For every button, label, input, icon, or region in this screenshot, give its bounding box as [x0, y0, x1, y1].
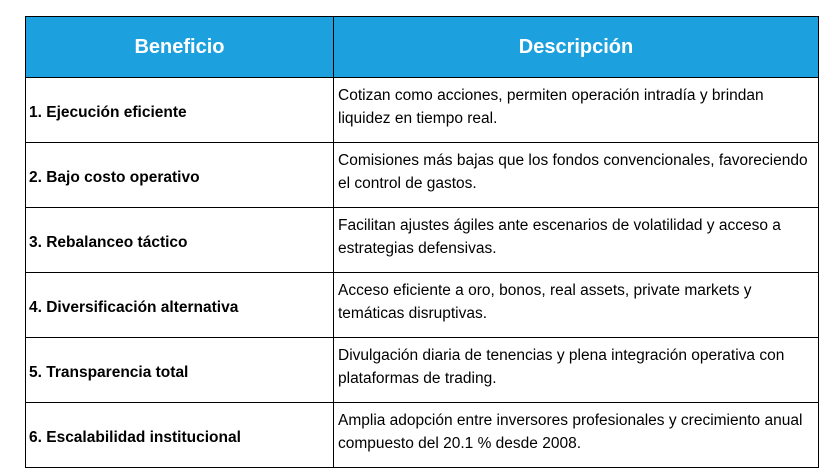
description-cell: Comisiones más bajas que los fondos convencionales, favoreciendo el control de gastos.: [334, 143, 819, 208]
header-benefit: Beneficio: [26, 17, 334, 78]
benefit-cell: 6. Escalabilidad institucional: [26, 403, 334, 468]
table-row: [26, 273, 819, 338]
description-cell: Amplia adopción entre inversores profesionales y crecimiento anual compuesto del 20.1 % desde 2008.: [334, 403, 819, 468]
benefit-cell: 1. Ejecución eficiente: [26, 78, 334, 143]
header-description: Descripción: [334, 17, 819, 78]
table-header-row: [26, 17, 819, 78]
benefit-cell: 5. Transparencia total: [26, 338, 334, 403]
benefit-cell: 4. Diversificación alternativa: [26, 273, 334, 338]
table-row: [26, 403, 819, 468]
table-row: [26, 78, 819, 143]
description-cell: Acceso eficiente a oro, bonos, real assets, private markets y temáticas disruptivas.: [334, 273, 819, 338]
table-row: [26, 338, 819, 403]
benefits-table-container: [25, 16, 818, 468]
table-row: [26, 143, 819, 208]
table-row: [26, 208, 819, 273]
benefit-cell: 3. Rebalanceo táctico: [26, 208, 334, 273]
benefit-cell: 2. Bajo costo operativo: [26, 143, 334, 208]
description-cell: Cotizan como acciones, permiten operación intradía y brindan liquidez en tiempo real.: [334, 78, 819, 143]
benefits-table: [25, 16, 819, 468]
description-cell: Divulgación diaria de tenencias y plena integración operativa con plataformas de trading.: [334, 338, 819, 403]
description-cell: Facilitan ajustes ágiles ante escenarios de volatilidad y acceso a estrategias defensivas.: [334, 208, 819, 273]
